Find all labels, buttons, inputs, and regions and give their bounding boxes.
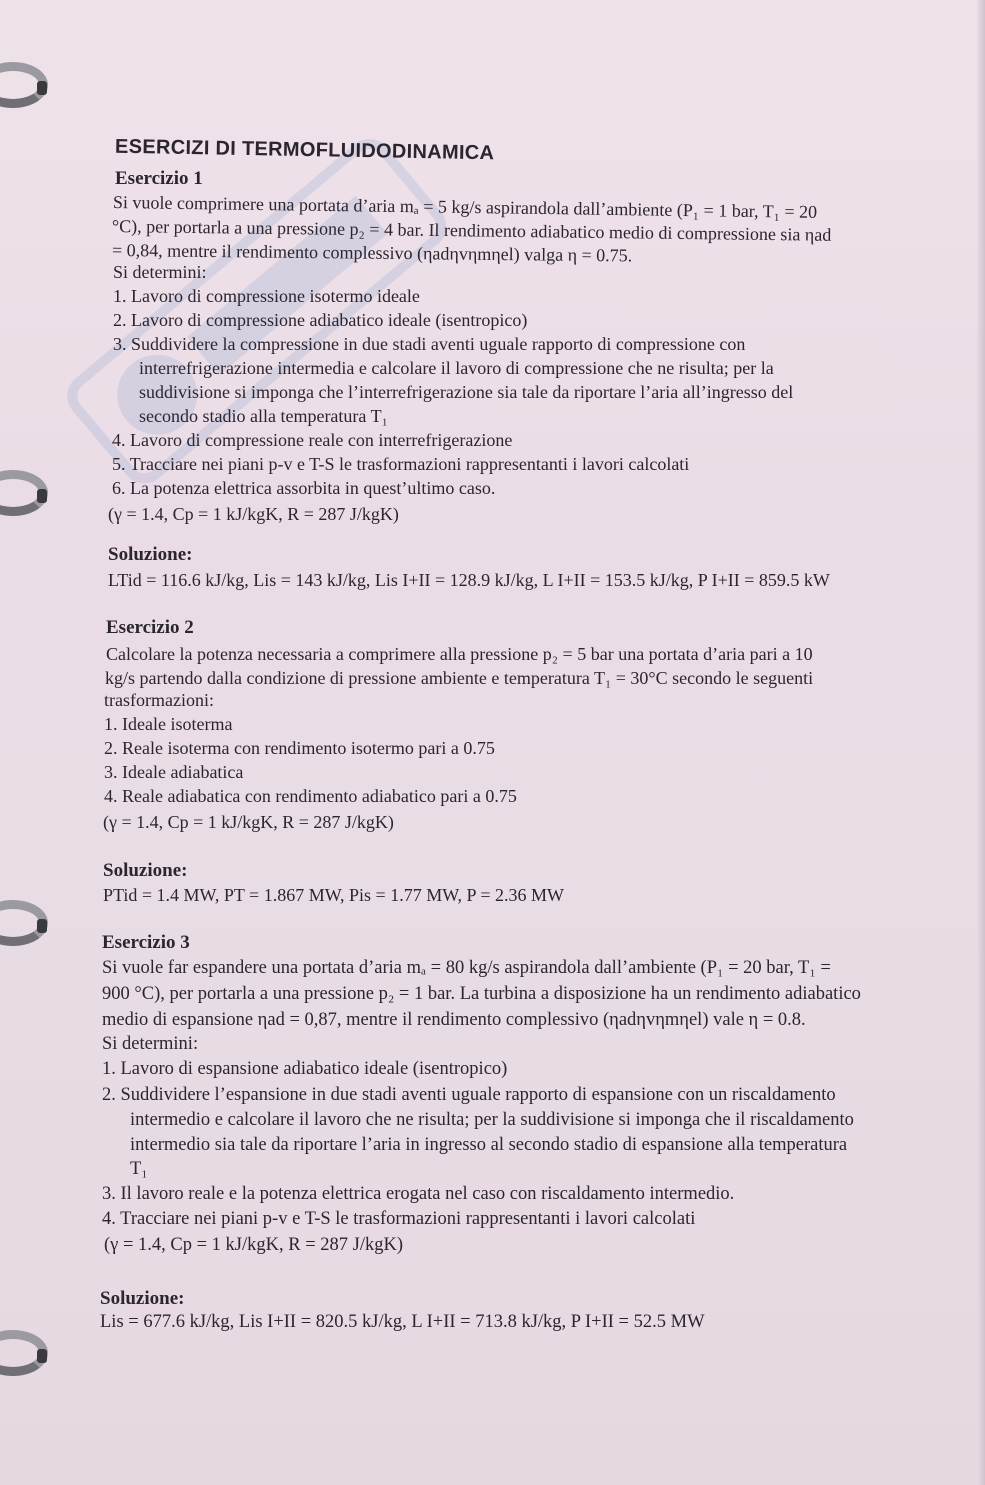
paragraph-line: medio di espansione ηad = 0,87, mentre il rendimento complessivo (ηadηvηmηel) vale η = 0.8. (102, 1010, 806, 1030)
list-item-continuation: intermedio sia tale da riportare l’aria in ingresso al secondo stadio di espansione alla temperatura (130, 1135, 848, 1155)
list-item: 4. Tracciare nei piani p-v e T-S le trasformazioni rappresentanti i lavori calcolati (102, 1209, 696, 1229)
paragraph-line: Si vuole comprimere una portata d’aria mₐ = 5 kg/s aspirandola dall’ambiente (P₁ = 1 bar, T₁ = 20 (112, 192, 818, 222)
paper-edge (977, 0, 985, 1485)
constants-line: (γ = 1.4, Cp = 1 kJ/kgK, R = 287 J/kgK) (108, 504, 399, 524)
list-item: 3. Ideale adiabatica (104, 762, 244, 782)
solution-values: PTid = 1.4 MW, PT = 1.867 MW, Pis = 1.77 MW, P = 2.36 MW (103, 885, 565, 905)
list-item: 1. Ideale isoterma (104, 714, 233, 734)
solution-label: Soluzione: (103, 860, 188, 881)
paragraph-line: trasformazioni: (104, 690, 214, 710)
list-item: 2. Lavoro di compressione adiabatico ideale (isentropico) (113, 310, 528, 330)
exercise-heading: Esercizio 1 (115, 168, 203, 189)
solution-label: Soluzione: (100, 1288, 185, 1309)
page-title: ESERCIZI DI TERMOFLUIDODINAMICA (114, 135, 495, 165)
list-item: 3. Suddividere la compressione in due stadi aventi uguale rapporto di compressione con (113, 334, 746, 354)
list-item: 1. Lavoro di espansione adiabatico ideale (isentropico) (102, 1059, 508, 1079)
constants-line: (γ = 1.4, Cp = 1 kJ/kgK, R = 287 J/kgK) (104, 1235, 403, 1255)
binder-ring-icon (0, 900, 48, 946)
paragraph-line: Si determini: (102, 1034, 199, 1054)
constants-line: (γ = 1.4, Cp = 1 kJ/kgK, R = 287 J/kgK) (103, 812, 394, 832)
list-item: 2. Suddividere l’espansione in due stadi aventi uguale rapporto di espansione con un riscaldamento (102, 1085, 836, 1105)
list-item: 5. Tracciare nei piani p-v e T-S le trasformazioni rappresentanti i lavori calcolati (112, 454, 690, 474)
list-item: 4. Lavoro di compressione reale con interrefrigerazione (112, 430, 513, 450)
paragraph-line: Calcolare la potenza necessaria a comprimere alla pressione p₂ = 5 bar una portata d’aria pari a 10 (106, 644, 813, 664)
binder-ring-icon (0, 1330, 48, 1376)
list-item-continuation: intermedio e calcolare il lavoro che ne risulta; per la suddivisione si imponga che il riscaldamento (130, 1110, 854, 1130)
exercise-heading: Esercizio 3 (102, 932, 190, 953)
list-item: 6. La potenza elettrica assorbita in quest’ultimo caso. (112, 478, 496, 498)
binder-ring-icon (0, 62, 48, 108)
binder-ring-icon (0, 470, 48, 516)
exercise-heading: Esercizio 2 (106, 617, 194, 638)
list-item: 1. Lavoro di compressione isotermo ideale (113, 286, 420, 306)
paragraph-line: = 0,84, mentre il rendimento complessivo (ηadηvηmηel) valga η = 0.75. (111, 240, 633, 266)
paragraph-line: 900 °C), per portarla a una pressione p₂ = 1 bar. La turbina a disposizione ha un rendimento adiabatico (102, 984, 861, 1004)
list-item-continuation: interrefrigerazione intermedia e calcolare il lavoro di compressione che ne risulta; per la (139, 358, 774, 378)
paragraph-line: Si determini: (113, 262, 207, 282)
list-item: 4. Reale adiabatica con rendimento adiabatico pari a 0.75 (104, 786, 517, 806)
solution-values: LTid = 116.6 kJ/kg, Lis = 143 kJ/kg, Lis I+II = 128.9 kJ/kg, L I+II = 153.5 kJ/kg, P I+II = 859.5 kW (108, 570, 830, 590)
list-item-continuation: secondo stadio alla temperatura T₁ (139, 406, 388, 426)
solution-values: Lis = 677.6 kJ/kg, Lis I+II = 820.5 kJ/kg, L I+II = 713.8 kJ/kg, P I+II = 52.5 MW (100, 1312, 705, 1332)
solution-label: Soluzione: (108, 544, 193, 565)
list-item: 2. Reale isoterma con rendimento isotermo pari a 0.75 (104, 738, 495, 758)
list-item-continuation: suddivisione si imponga che l’interrefrigerazione sia tale da riportare l’aria all’ingresso del (139, 382, 794, 402)
paragraph-line: kg/s partendo dalla condizione di pressione ambiente e temperatura T₁ = 30°C secondo le seguenti (105, 668, 814, 688)
list-item-continuation: T₁ (130, 1159, 148, 1179)
paragraph-line: °C), per portarla a una pressione p₂ = 4 bar. Il rendimento adiabatico medio di compressione sia ηad (111, 216, 832, 245)
list-item: 3. Il lavoro reale e la potenza elettrica erogata nel caso con riscaldamento intermedio. (102, 1184, 735, 1204)
paragraph-line: Si vuole far espandere una portata d’aria mₐ = 80 kg/s aspirandola dall’ambiente (P₁ = 20 bar, T₁ = (102, 958, 831, 978)
